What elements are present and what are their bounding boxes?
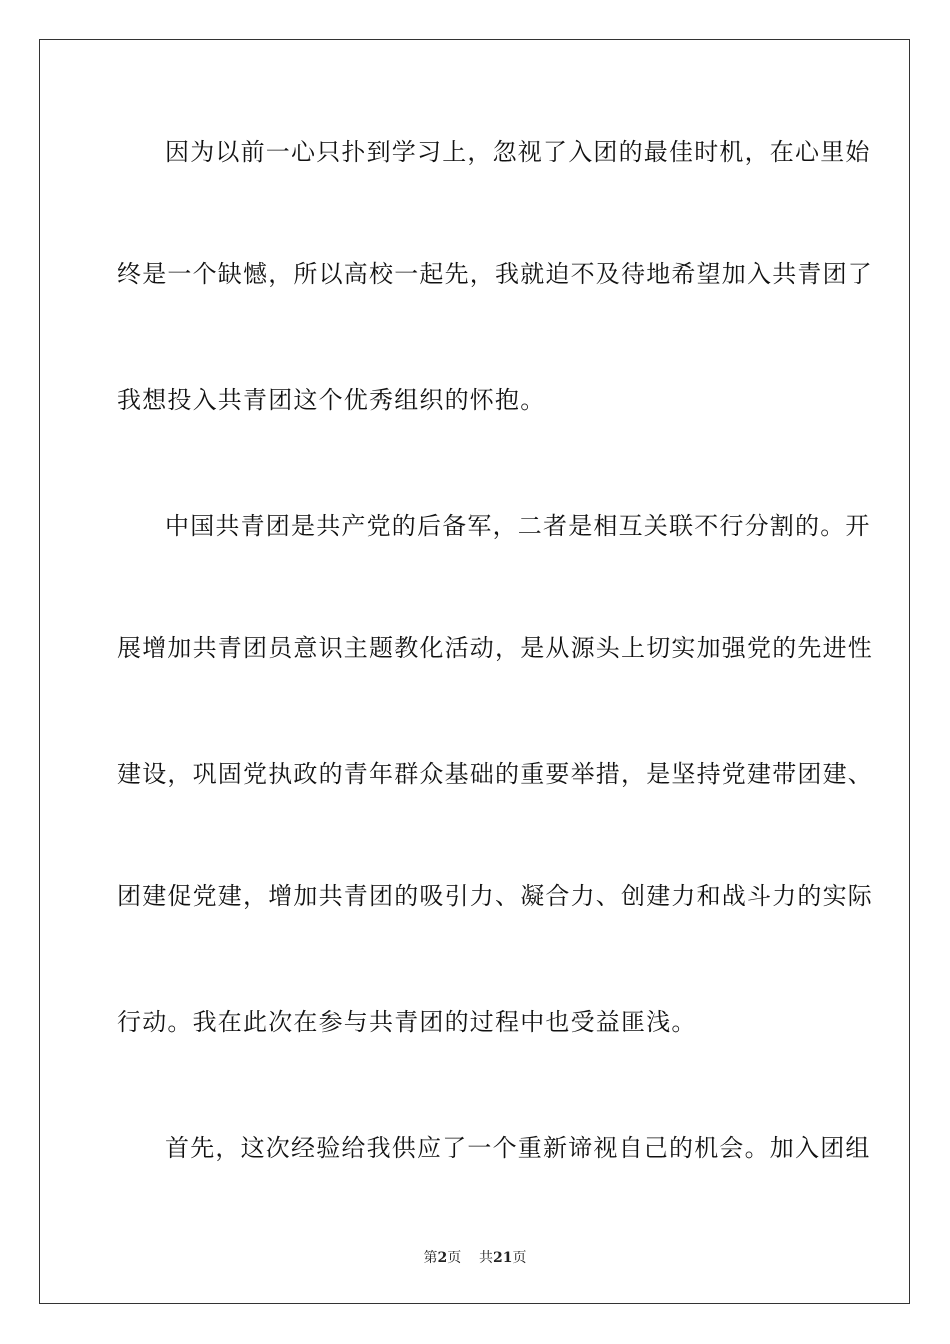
paragraph-line: 建设，巩固党执政的青年群众基础的重要举措，是坚持党建带团建、 bbox=[117, 760, 873, 788]
page-label-suffix: 页 bbox=[447, 1250, 462, 1266]
paragraph-line: 行动。我在此次在参与共青团的过程中也受益匪浅。 bbox=[117, 1008, 697, 1036]
paragraph-line: 中国共青团是共产党的后备军，二者是相互关联不行分割的。开 bbox=[165, 512, 871, 540]
total-label-suffix: 页 bbox=[512, 1250, 527, 1266]
page-footer bbox=[0, 1247, 950, 1267]
page-label-prefix: 第 bbox=[423, 1250, 438, 1266]
paragraph-line: 首先，这次经验给我供应了一个重新谛视自己的机会。加入团组 bbox=[165, 1134, 871, 1162]
page-frame bbox=[39, 39, 910, 1304]
paragraph-line: 团建促党建，增加共青团的吸引力、凝合力、创建力和战斗力的实际 bbox=[117, 882, 873, 910]
paragraph-line: 我想投入共青团这个优秀组织的怀抱。 bbox=[117, 386, 546, 414]
paragraph-line: 展增加共青团员意识主题教化活动，是从源头上切实加强党的先进性 bbox=[117, 634, 873, 662]
total-label-prefix: 共 bbox=[479, 1250, 494, 1266]
paragraph-line: 因为以前一心只扑到学习上，忽视了入团的最佳时机，在心里始 bbox=[165, 138, 871, 166]
paragraph-line: 终是一个缺憾，所以高校一起先，我就迫不及待地希望加入共青团了 bbox=[117, 260, 873, 288]
page-number: 2 bbox=[437, 1250, 448, 1266]
total-pages: 21 bbox=[493, 1250, 513, 1266]
